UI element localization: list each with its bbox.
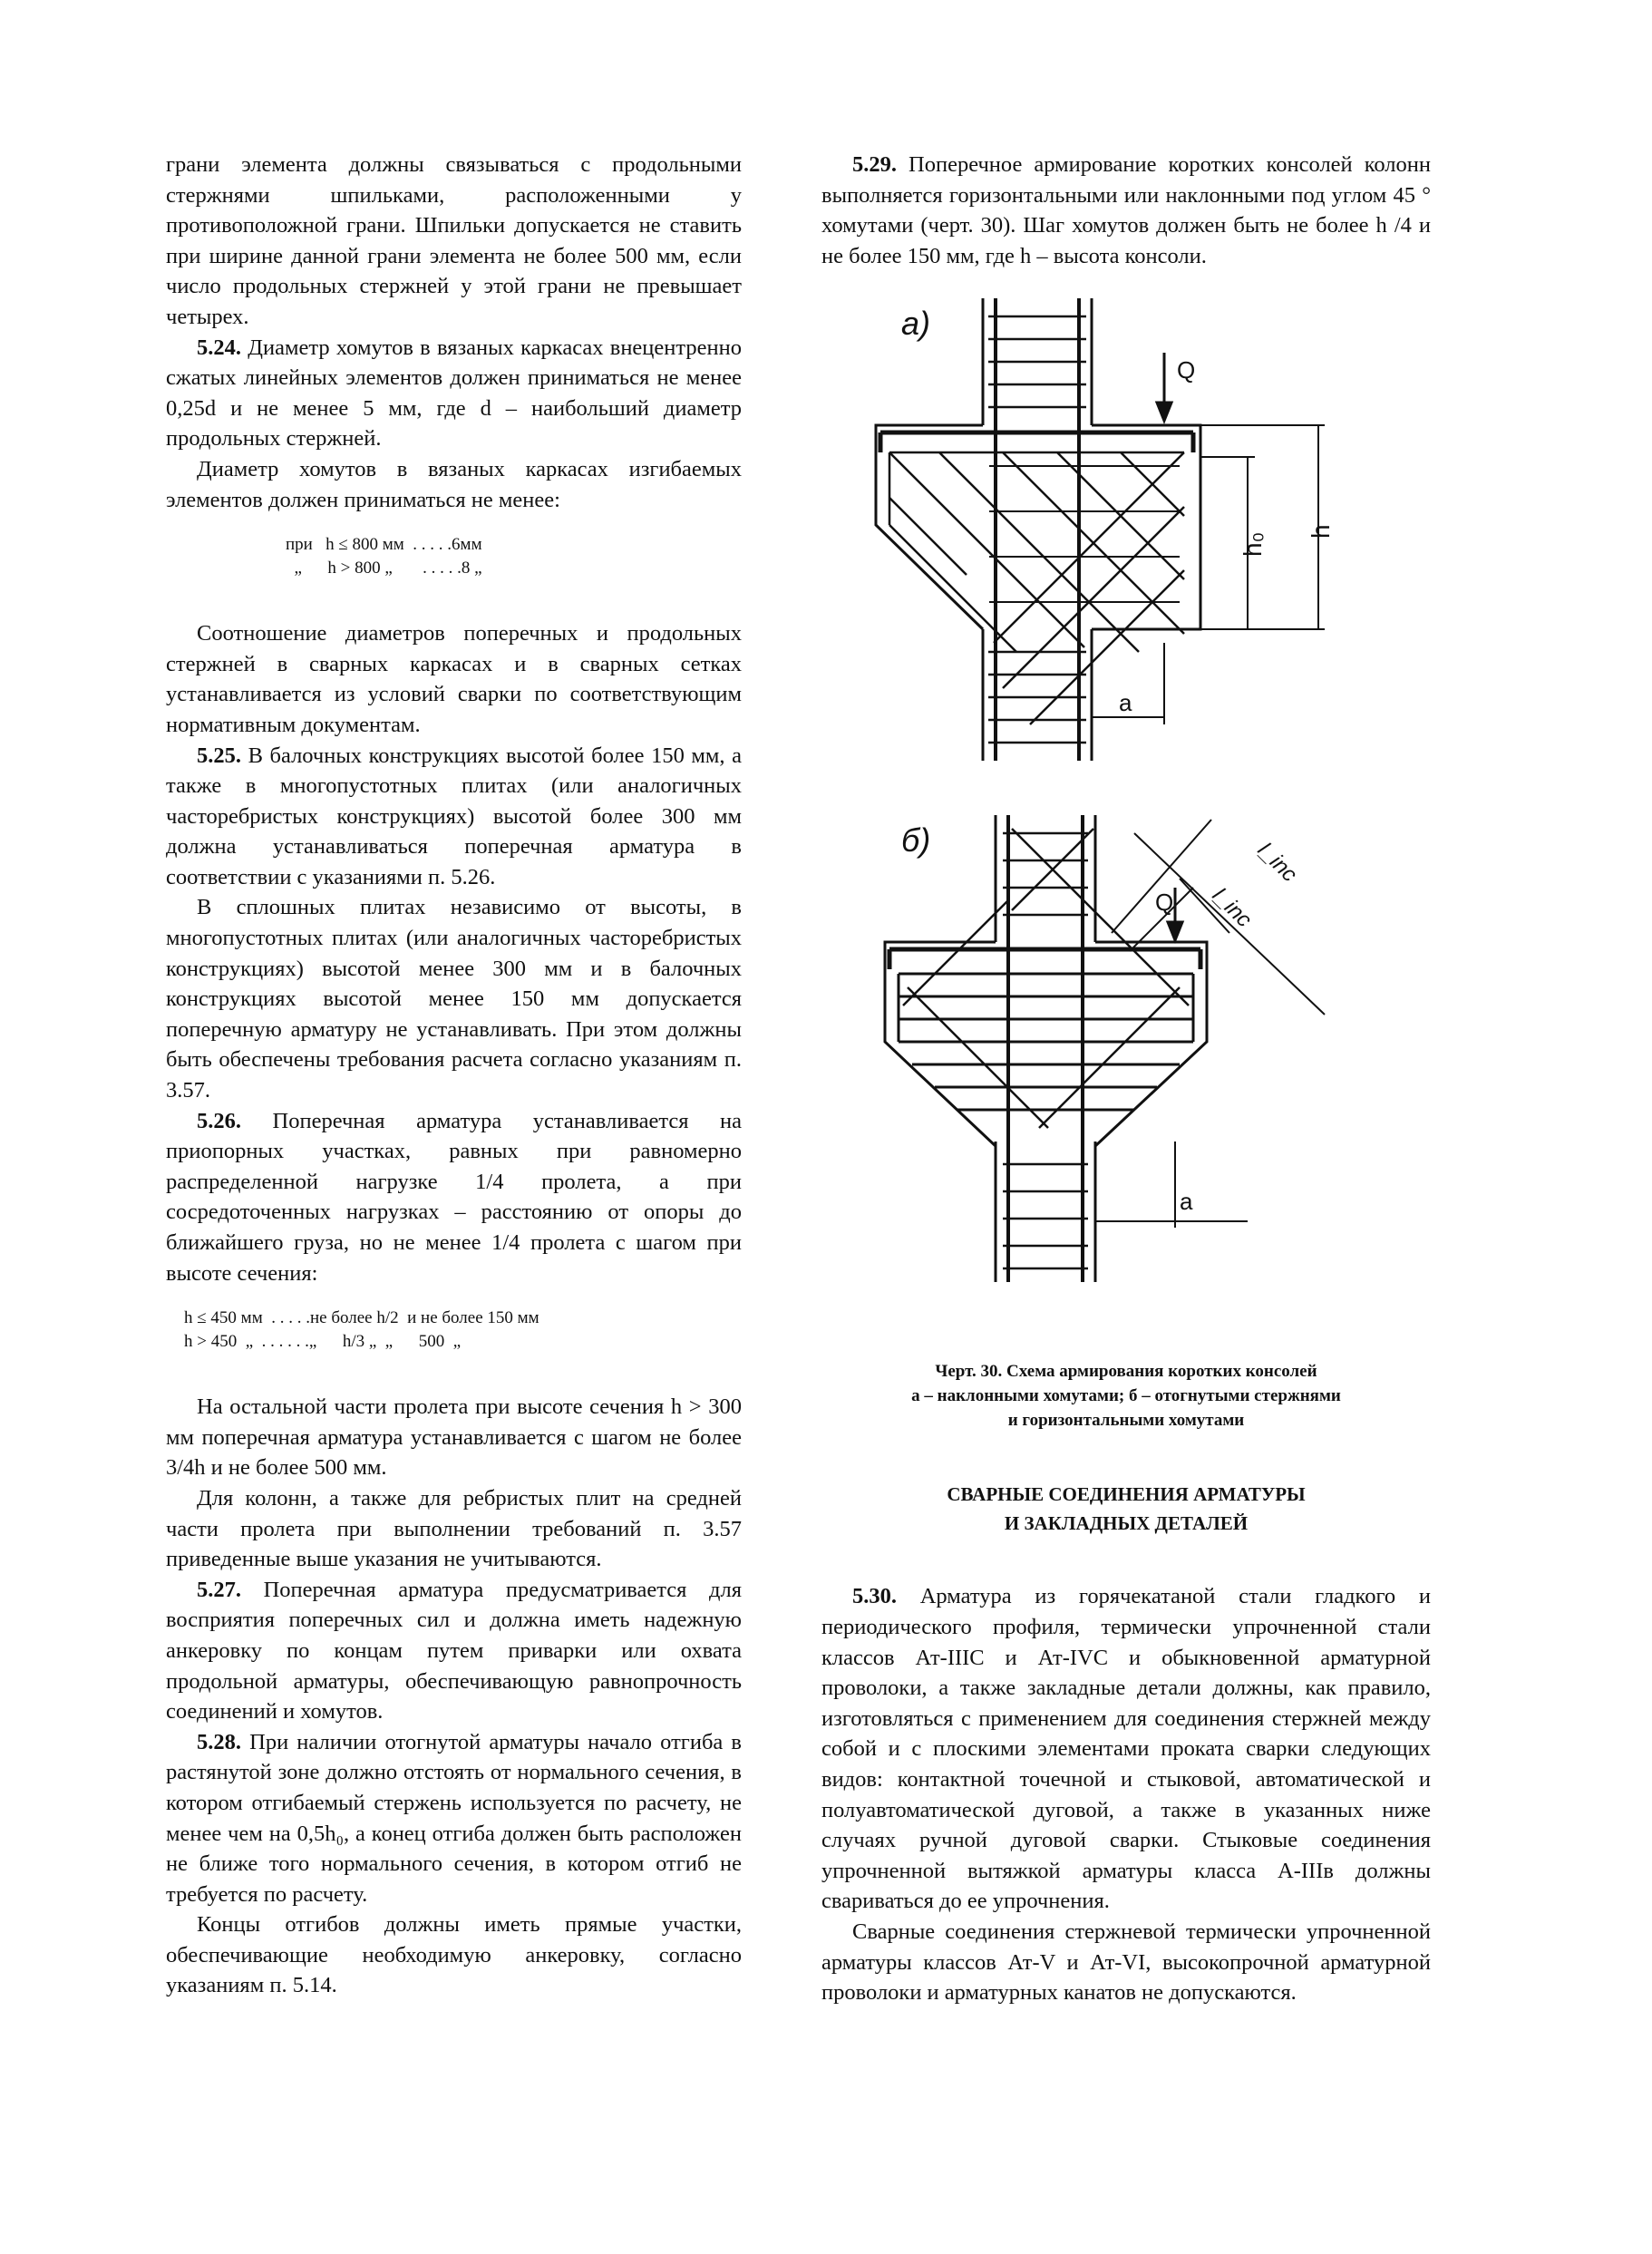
paragraph-5-29 bbox=[821, 150, 1431, 271]
left-column bbox=[166, 150, 742, 2001]
paragraph-5-27 bbox=[166, 1575, 742, 1727]
paragraph: В сплошных плитах независимо от высоты, в многопустотных плитах (или аналогичных часторебристых конструкциях) высотой менее 300 мм и в балочных конструкциях высотой менее 150 мм допускается поперечную арматуру не устанавливать. При этом должны быть обеспечены требования расчета согласно указаниям п. 3.57. bbox=[166, 895, 742, 1103]
clause-number: 5.25. bbox=[197, 743, 241, 768]
caption-line: и горизонтальными хомутами bbox=[1007, 1411, 1245, 1431]
clause-number: 5.26. bbox=[197, 1108, 241, 1133]
right-column bbox=[821, 150, 1431, 2008]
dimension-a-line-b bbox=[1095, 1142, 1248, 1228]
label-a: а) bbox=[901, 305, 931, 343]
column-outline-a bbox=[983, 298, 1092, 761]
label-b: б) bbox=[901, 821, 931, 860]
paragraph-text: Арматура из горячекатаной стали гладкого и периодического профиля, термически упрочненной стали классов Ат-IIIC и Ат-IVC и обыкновенной арматурной проволоки, а также закладные детали должны, как правило, изготовляться с применением для соединения стержней между собой и с плоскими элементами проката сварки следующих видов: контактной точечной и стыковой, автоматической и полуавтоматической дуговой, а также в указанных ниже случаях ручной дуговой сварки. Стыковые соединения упрочненной вытяжкой арматуры класса A-IIIв должны свариваться до ее упрочнения. bbox=[821, 1584, 1431, 1914]
formula-stirrup-diameter: при h ≤ 800 мм . . . . .6мм „ h > 800 „ . . . . .8 „ bbox=[286, 535, 482, 578]
paragraph: Диаметр хомутов в вязаных каркасах изгибаемых элементов должен приниматься не менее: bbox=[166, 456, 742, 512]
paragraph-text: Поперечная арматура устанавливается на приопорных участках, равных при равномерно распределенной нагрузке 1/4 пролета, а при сосредоточенных нагрузках – расстоянию от опоры до ближайшего груза, но не менее 1/4 пролета с шагом при высоте сечения: bbox=[166, 1108, 742, 1286]
paragraph: Соотношение диаметров поперечных и продольных стержней в сварных каркасах и в сварных сетках устанавливается из условий сварки по соответствующим нормативным документам. bbox=[166, 621, 742, 737]
section-title bbox=[821, 1480, 1431, 1538]
label-a-dim: a bbox=[1119, 689, 1132, 717]
clause-number: 5.30. bbox=[852, 1584, 897, 1609]
paragraph-text: В балочных конструкциях высотой более 150 мм, а также в многопустотных плитах (или аналогичных часторебристых конструкциях) высотой более 300 мм должна устанавливаться поперечная арматура в соответствии с указаниями п. 5.26. bbox=[166, 743, 742, 889]
paragraph-text: Поперечное армирование коротких консолей колонн выполняется горизонтальными или наклонными под углом 45 ° хомутами (черт. 30). Шаг хомутов должен быть не более h /4 и не более 150 мм, где h – высота консоли. bbox=[821, 152, 1431, 268]
paragraph-text: Поперечная арматура предусматривается для восприятия поперечных сил и должна иметь надежную анкеровку по концам путем приварки или охвата продольной арматуры, обеспечивающую равнопрочность соединений и хомутов. bbox=[166, 1577, 742, 1725]
paragraph: грани элемента должны связываться с продольными стержнями шпильками, расположенными у противоположной грани. Шпильки допускается не ставить при ширине данной грани элемента не более 500 мм, если число продольных стержней у этой грани не превышает четырех. bbox=[166, 152, 742, 329]
label-Q-a: Q bbox=[1177, 356, 1196, 384]
figure-caption bbox=[821, 1359, 1431, 1433]
label-h: h bbox=[1307, 524, 1335, 539]
paragraph-text: Диаметр хомутов в вязаных каркасах внецентренно сжатых линейных элементов должен приниматься не менее 0,25d и не менее 5 мм, где d – наибольший диаметр продольных стержней. bbox=[166, 335, 743, 452]
paragraph-5-25 bbox=[166, 741, 742, 893]
console-reinforcement-diagram bbox=[821, 298, 1431, 1350]
column-stirrups-b bbox=[1003, 833, 1088, 1268]
paragraph-text: При наличии отогнутой арматуры начало отгиба в растянутой зоне должно отстоять от нормального сечения, в котором отгибаемый стержень используется по расчету, не менее чем на 0,5h₀, а конец отгиба должен быть расположен не ближе того нормального сечения, в котором отгиб не требуется по расчету. bbox=[166, 1729, 742, 1907]
label-h0: h₀ bbox=[1239, 532, 1267, 558]
column-bars-a bbox=[996, 298, 1079, 761]
caption-line: а – наклонными хомутами; б – отогнутыми стержнями bbox=[911, 1386, 1341, 1406]
label-a-dim-b: a bbox=[1180, 1188, 1193, 1216]
clause-number: 5.24. bbox=[197, 335, 241, 360]
paragraph-5-30 bbox=[821, 1581, 1431, 1917]
section-title-line: И ЗАКЛАДНЫХ ДЕТАЛЕЙ bbox=[1004, 1512, 1249, 1535]
label-linc-1: l_inc bbox=[1252, 838, 1302, 888]
top-plate-b bbox=[889, 949, 1200, 969]
label-linc-2: l_inc bbox=[1207, 883, 1257, 933]
paragraph: Для колонн, а также для ребристых плит на средней части пролета при выполнении требований п. 3.57 приведенные выше указания не учитываются. bbox=[166, 1485, 742, 1572]
formula-stirrup-spacing: h ≤ 450 мм . . . . .не более h/2 и не более 150 мм h > 450 „ . . . . . .„ h/3 „ „ 500 „ bbox=[184, 1308, 539, 1352]
section-title-line: СВАРНЫЕ СОЕДИНЕНИЯ АРМАТУРЫ bbox=[947, 1483, 1306, 1506]
paragraph: На остальной части пролета при высоте сечения h > 300 мм поперечная арматура устанавливается с шагом не более 3/4h и не более 500 мм. bbox=[166, 1394, 742, 1481]
paragraph-5-26 bbox=[166, 1106, 742, 1289]
dimension-linc bbox=[1112, 820, 1325, 1015]
paragraph: Концы отгибов должны иметь прямые участки, обеспечивающие необходимую анкеровку, согласно указаниям п. 5.14. bbox=[166, 1912, 742, 1998]
inclined-stirrups bbox=[889, 452, 1184, 724]
paragraph-5-24 bbox=[166, 333, 742, 454]
paragraph: Сварные соединения стержневой термически упрочненной арматуры классов Ат-V и Ат-VI, высокопрочной арматурной проволоки и арматурных канатов не допускаются. bbox=[821, 1919, 1431, 2006]
paragraph-5-28 bbox=[166, 1727, 742, 1910]
label-Q-b: Q bbox=[1155, 889, 1174, 917]
column-bars-b bbox=[1008, 815, 1083, 1282]
dimension-lines-a bbox=[1139, 425, 1325, 629]
column-outline-b bbox=[996, 815, 1095, 1282]
figure-30 bbox=[821, 298, 1431, 1350]
clause-number: 5.29. bbox=[852, 152, 897, 177]
caption-line: Черт. 30. Схема армирования коротких консолей bbox=[935, 1362, 1317, 1382]
column-stirrups-a bbox=[988, 316, 1086, 743]
clause-number: 5.28. bbox=[197, 1729, 241, 1754]
horizontal-stirrups-b bbox=[899, 974, 1193, 1110]
top-plate-a bbox=[880, 432, 1193, 452]
clause-number: 5.27. bbox=[197, 1577, 241, 1602]
bent-bars-b bbox=[903, 829, 1189, 1128]
